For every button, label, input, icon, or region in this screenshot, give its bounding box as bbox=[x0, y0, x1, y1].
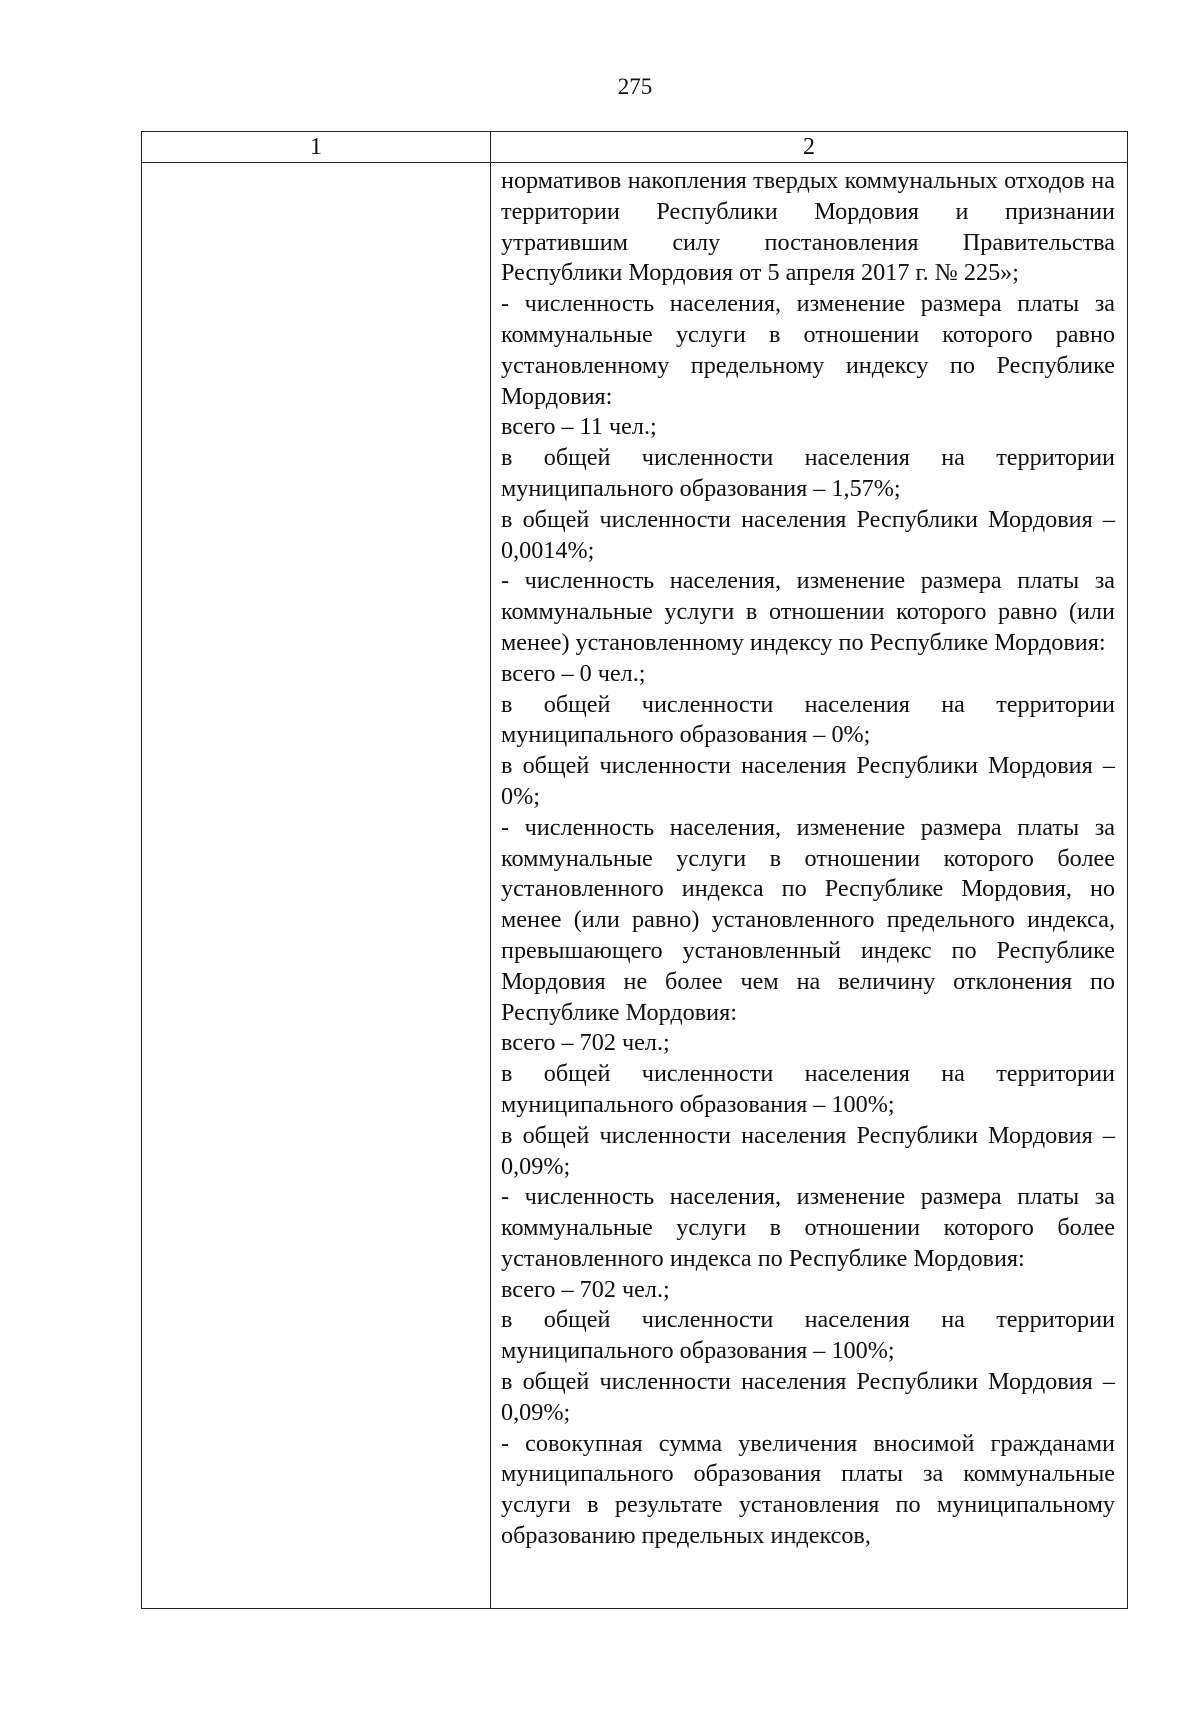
column-1-header: 1 bbox=[142, 132, 491, 163]
paragraph-16: в общей численности населения на территории муниципального образования – 100%; bbox=[501, 1306, 1115, 1365]
document-table bbox=[141, 131, 1128, 1609]
paragraph-8: в общей численности населения на территории муниципального образования – 0%; bbox=[501, 690, 1115, 749]
paragraph-17: в общей численности населения Республики Мордовия – 0,09%; bbox=[501, 1368, 1115, 1426]
column-1-cell bbox=[142, 163, 491, 1609]
column-2-cell bbox=[491, 163, 1128, 1609]
paragraph-1: нормативов накопления твердых коммунальных отходов на территории Республики Мордовия и признании утратившим силу постановления Правительства Республики Мордовия от 5 апреля 2017 г. № 225»; bbox=[501, 167, 1115, 287]
paragraph-15: всего – 702 чел.; bbox=[501, 1275, 670, 1303]
paragraph-10: - численность населения, изменение размера платы за коммунальные услуги в отношении которого более установленного индекса по Республике Мордовия, но менее (или равно) установленного предельного индекса, превышающего установленный индекс по Республике Мордовия не более чем на величину отклонения по Республике Мордовия: bbox=[501, 813, 1115, 1026]
paragraph-7: всего – 0 чел.; bbox=[501, 659, 646, 687]
paragraph-18: - совокупная сумма увеличения вносимой гражданами муниципального образования платы за коммунальные услуги в результате установления по муниципальному образованию предельных индексов, bbox=[501, 1429, 1115, 1550]
paragraph-6: - численность населения, изменение размера платы за коммунальные услуги в отношении которого равно (или менее) установленному индексу по Республике Мордовия: bbox=[501, 567, 1115, 656]
paragraph-3: всего – 11 чел.; bbox=[501, 413, 657, 441]
paragraph-9: в общей численности населения Республики Мордовия – 0%; bbox=[501, 752, 1115, 810]
table-body-row bbox=[142, 163, 1128, 1609]
page-number: 275 bbox=[617, 74, 653, 99]
paragraph-4: в общей численности населения на территории муниципального образования – 1,57%; bbox=[501, 444, 1115, 502]
column-2-header: 2 bbox=[491, 132, 1128, 163]
paragraph-5: в общей численности населения Республики Мордовия – 0,0014%; bbox=[501, 505, 1115, 564]
table-header-row bbox=[142, 132, 1128, 163]
paragraph-13: в общей численности населения Республики Мордовия – 0,09%; bbox=[501, 1121, 1115, 1180]
paragraph-2: - численность населения, изменение размера платы за коммунальные услуги в отношении которого равно установленному предельному индексу по Республике Мордовия: bbox=[501, 290, 1115, 410]
paragraph-14: - численность населения, изменение размера платы за коммунальные услуги в отношении которого более установленного индекса по Республике Мордовия: bbox=[501, 1183, 1115, 1272]
paragraph-12: в общей численности населения на территории муниципального образования – 100%; bbox=[501, 1060, 1115, 1118]
paragraph-11: всего – 702 чел.; bbox=[501, 1029, 670, 1057]
